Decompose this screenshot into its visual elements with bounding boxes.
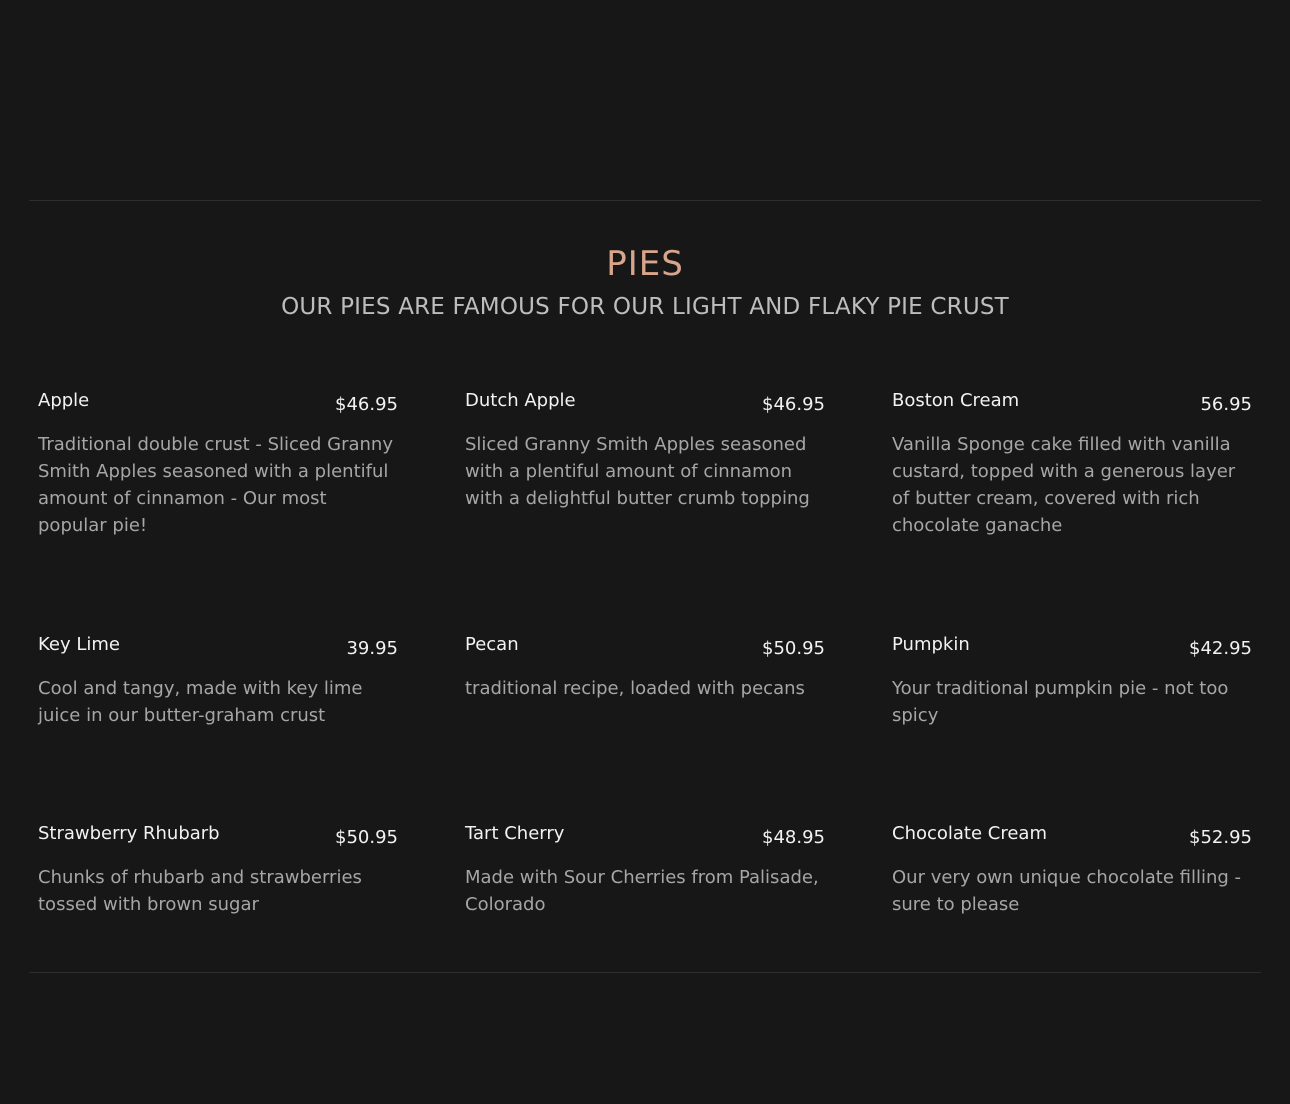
menu-item-dutch-apple xyxy=(465,388,825,632)
item-description: Sliced Granny Smith Apples seasoned with a plentiful amount of cinnamon with a delightful butter crumb topping xyxy=(465,434,810,509)
menu-item-strawberry-rhubarb xyxy=(38,821,398,971)
menu-item-apple xyxy=(38,388,398,632)
item-name: Pumpkin xyxy=(892,634,970,655)
item-name: Apple xyxy=(38,390,90,411)
item-price: $48.95 xyxy=(762,827,825,848)
menu-item-key-lime xyxy=(38,632,398,821)
item-price: $46.95 xyxy=(335,394,398,415)
bottom-divider xyxy=(29,972,1261,973)
item-description: traditional recipe, loaded with pecans xyxy=(465,678,805,699)
menu-item-chocolate-cream xyxy=(892,821,1252,971)
item-description: Your traditional pumpkin pie - not too spicy xyxy=(892,678,1229,726)
menu-item-pecan xyxy=(465,632,825,821)
item-name: Tart Cherry xyxy=(465,823,565,844)
section-title: PIES xyxy=(606,244,684,284)
item-name: Dutch Apple xyxy=(465,390,576,411)
item-price: 56.95 xyxy=(1200,394,1252,415)
item-name: Strawberry Rhubarb xyxy=(38,823,220,844)
item-price: 39.95 xyxy=(346,638,398,659)
item-description: Vanilla Sponge cake filled with vanilla custard, topped with a generous layer of butter cream, covered with rich chocolate ganache xyxy=(892,434,1236,536)
item-description: Made with Sour Cherries from Palisade, Colorado xyxy=(465,867,819,915)
menu-grid xyxy=(38,388,1252,971)
item-description: Traditional double crust - Sliced Granny Smith Apples seasoned with a plentiful amount of cinnamon - Our most popular pie! xyxy=(38,434,393,536)
item-description: Chunks of rhubarb and strawberries tossed with brown sugar xyxy=(38,867,362,915)
item-price: $50.95 xyxy=(335,827,398,848)
item-price: $50.95 xyxy=(762,638,825,659)
item-description: Our very own unique chocolate filling - sure to please xyxy=(892,867,1242,915)
item-description: Cool and tangy, made with key lime juice in our butter-graham crust xyxy=(38,678,363,726)
section-subtitle: OUR PIES ARE FAMOUS FOR OUR LIGHT AND FLAKY PIE CRUST xyxy=(281,294,1009,320)
item-name: Pecan xyxy=(465,634,519,655)
menu-item-pumpkin xyxy=(892,632,1252,821)
menu-item-boston-cream xyxy=(892,388,1252,632)
item-price: $42.95 xyxy=(1189,638,1252,659)
item-name: Key Lime xyxy=(38,634,120,655)
top-divider xyxy=(29,200,1261,201)
item-price: $46.95 xyxy=(762,394,825,415)
item-name: Chocolate Cream xyxy=(892,823,1047,844)
menu-item-tart-cherry xyxy=(465,821,825,971)
item-name: Boston Cream xyxy=(892,390,1020,411)
item-price: $52.95 xyxy=(1189,827,1252,848)
